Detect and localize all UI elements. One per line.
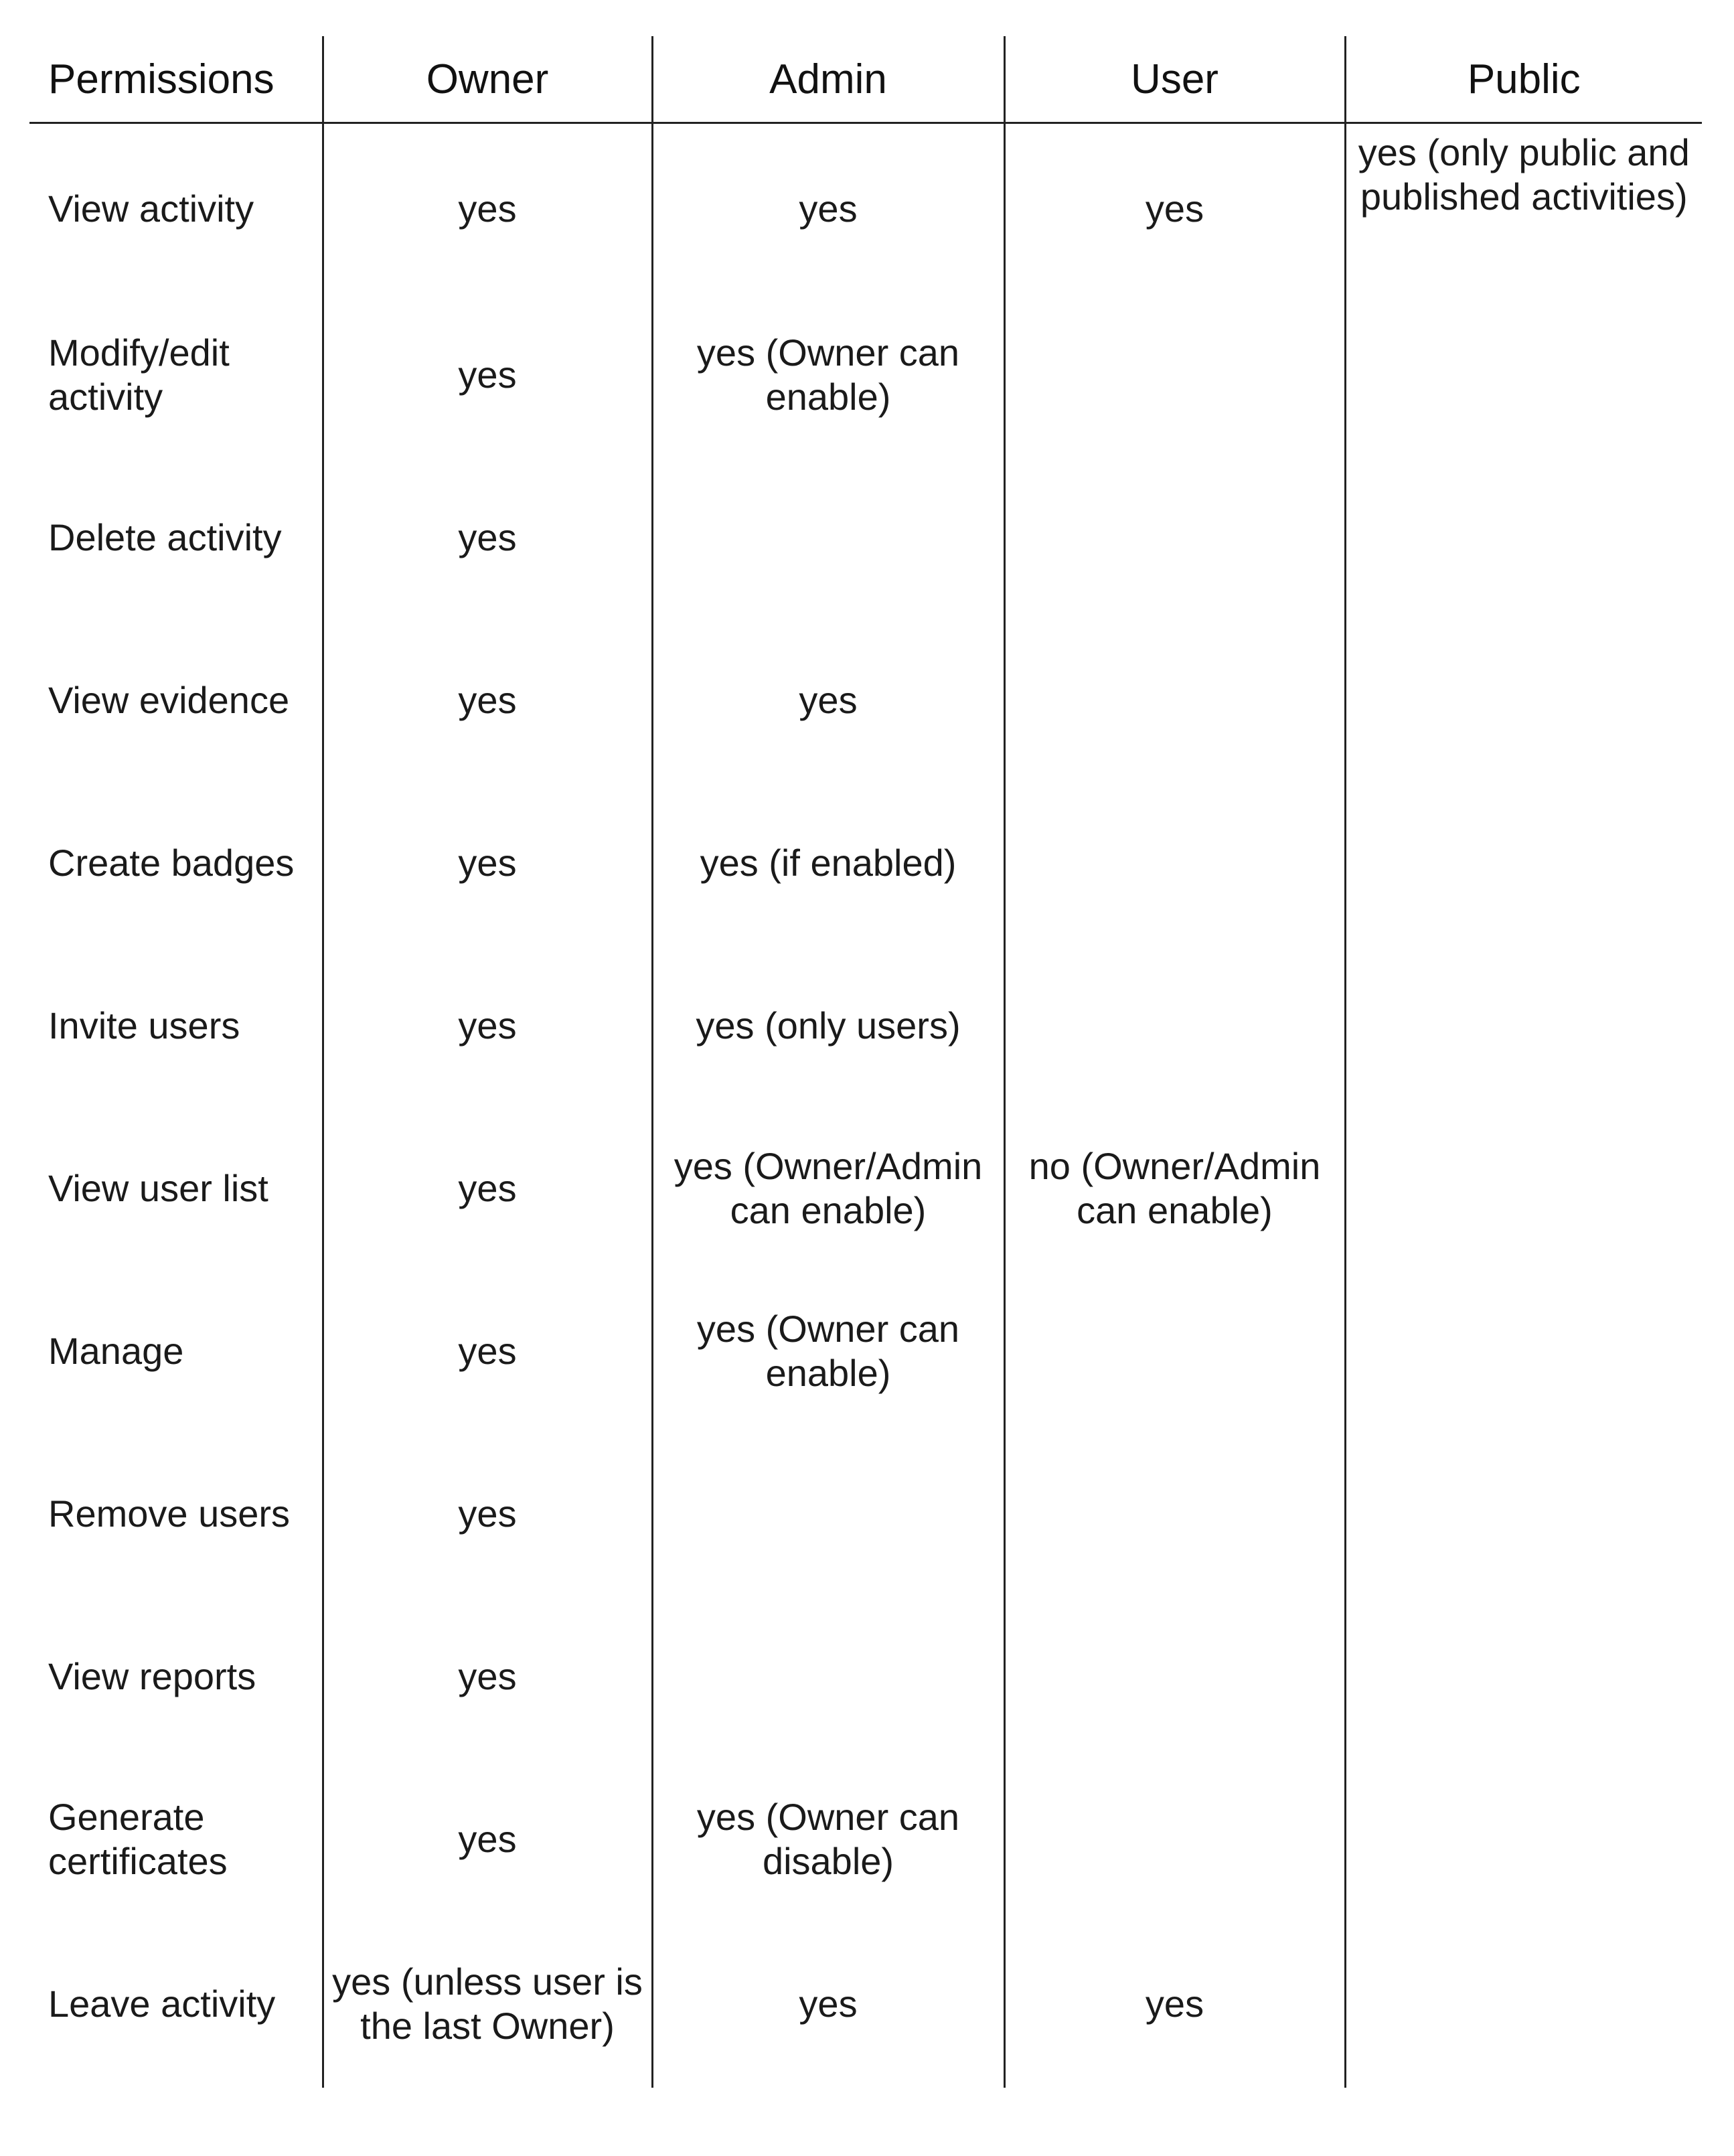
header-admin: Admin xyxy=(652,36,1004,123)
permission-cell: View evidence xyxy=(29,619,323,781)
table-row xyxy=(29,1432,1702,1595)
user-cell xyxy=(1004,781,1345,944)
public-cell xyxy=(1345,1269,1702,1432)
header-user: User xyxy=(1004,36,1345,123)
public-cell xyxy=(1345,1758,1702,1920)
owner-cell: yes (unless user is the last Owner) xyxy=(323,1920,652,2088)
admin-cell: yes xyxy=(652,123,1004,294)
admin-cell: yes (if enabled) xyxy=(652,781,1004,944)
owner-cell: yes xyxy=(323,1432,652,1595)
admin-cell: yes xyxy=(652,619,1004,781)
owner-cell: yes xyxy=(323,293,652,456)
public-cell xyxy=(1345,456,1702,619)
public-cell xyxy=(1345,944,1702,1107)
owner-cell: yes xyxy=(323,123,652,294)
owner-cell: yes xyxy=(323,456,652,619)
table-row xyxy=(29,781,1702,944)
public-cell xyxy=(1345,1920,1702,2088)
permission-cell: Remove users xyxy=(29,1432,323,1595)
header-owner: Owner xyxy=(323,36,652,123)
header-permissions: Permissions xyxy=(29,36,323,123)
admin-cell: yes (Owner can disable) xyxy=(652,1758,1004,1920)
user-cell: yes xyxy=(1004,123,1345,294)
owner-cell: yes xyxy=(323,619,652,781)
owner-cell: yes xyxy=(323,1107,652,1269)
permission-cell: View activity xyxy=(29,123,323,294)
public-cell: yes (only public and published activities) xyxy=(1358,131,1690,218)
admin-cell: yes (Owner can enable) xyxy=(652,293,1004,456)
table-row xyxy=(29,1269,1702,1432)
table-row xyxy=(29,1107,1702,1269)
table-row xyxy=(29,944,1702,1107)
user-cell xyxy=(1004,456,1345,619)
owner-cell: yes xyxy=(323,1758,652,1920)
admin-cell: yes (Owner can enable) xyxy=(652,1269,1004,1432)
owner-cell: yes xyxy=(323,1269,652,1432)
permission-cell: Manage xyxy=(29,1269,323,1432)
user-cell xyxy=(1004,1758,1345,1920)
public-cell xyxy=(1345,1432,1702,1595)
user-cell xyxy=(1004,1595,1345,1758)
table-row xyxy=(29,123,1702,294)
owner-cell: yes xyxy=(323,1595,652,1758)
table-header-row xyxy=(29,36,1702,123)
user-cell: no (Owner/Admin can enable) xyxy=(1004,1107,1345,1269)
public-cell xyxy=(1345,1107,1702,1269)
table-body xyxy=(29,123,1702,2088)
user-cell xyxy=(1004,1269,1345,1432)
public-cell xyxy=(1345,781,1702,944)
permissions-table xyxy=(29,36,1702,2088)
permission-cell: Invite users xyxy=(29,944,323,1107)
admin-cell: yes (Owner/Admin can enable) xyxy=(652,1107,1004,1269)
public-cell xyxy=(1345,1595,1702,1758)
admin-cell xyxy=(652,1595,1004,1758)
table-row xyxy=(29,293,1702,456)
table-row xyxy=(29,1758,1702,1920)
permission-cell: View user list xyxy=(29,1107,323,1269)
permission-cell: Create badges xyxy=(29,781,323,944)
permission-cell: View reports xyxy=(29,1595,323,1758)
admin-cell: yes (only users) xyxy=(652,944,1004,1107)
permission-cell: Leave activity xyxy=(29,1920,323,2088)
owner-cell: yes xyxy=(323,781,652,944)
user-cell xyxy=(1004,1432,1345,1595)
public-cell xyxy=(1345,619,1702,781)
admin-cell: yes xyxy=(652,1920,1004,2088)
user-cell xyxy=(1004,944,1345,1107)
permission-cell: Modify/edit activity xyxy=(29,293,323,456)
admin-cell xyxy=(652,1432,1004,1595)
table-row xyxy=(29,1920,1702,2088)
user-cell xyxy=(1004,293,1345,456)
permission-cell: Delete activity xyxy=(29,456,323,619)
admin-cell xyxy=(652,456,1004,619)
owner-cell: yes xyxy=(323,944,652,1107)
permission-cell: Generate certificates xyxy=(29,1758,323,1920)
table-row xyxy=(29,619,1702,781)
table-row xyxy=(29,1595,1702,1758)
table-row xyxy=(29,456,1702,619)
user-cell xyxy=(1004,619,1345,781)
user-cell: yes xyxy=(1004,1920,1345,2088)
header-public: Public xyxy=(1345,36,1702,123)
public-cell xyxy=(1345,293,1702,456)
